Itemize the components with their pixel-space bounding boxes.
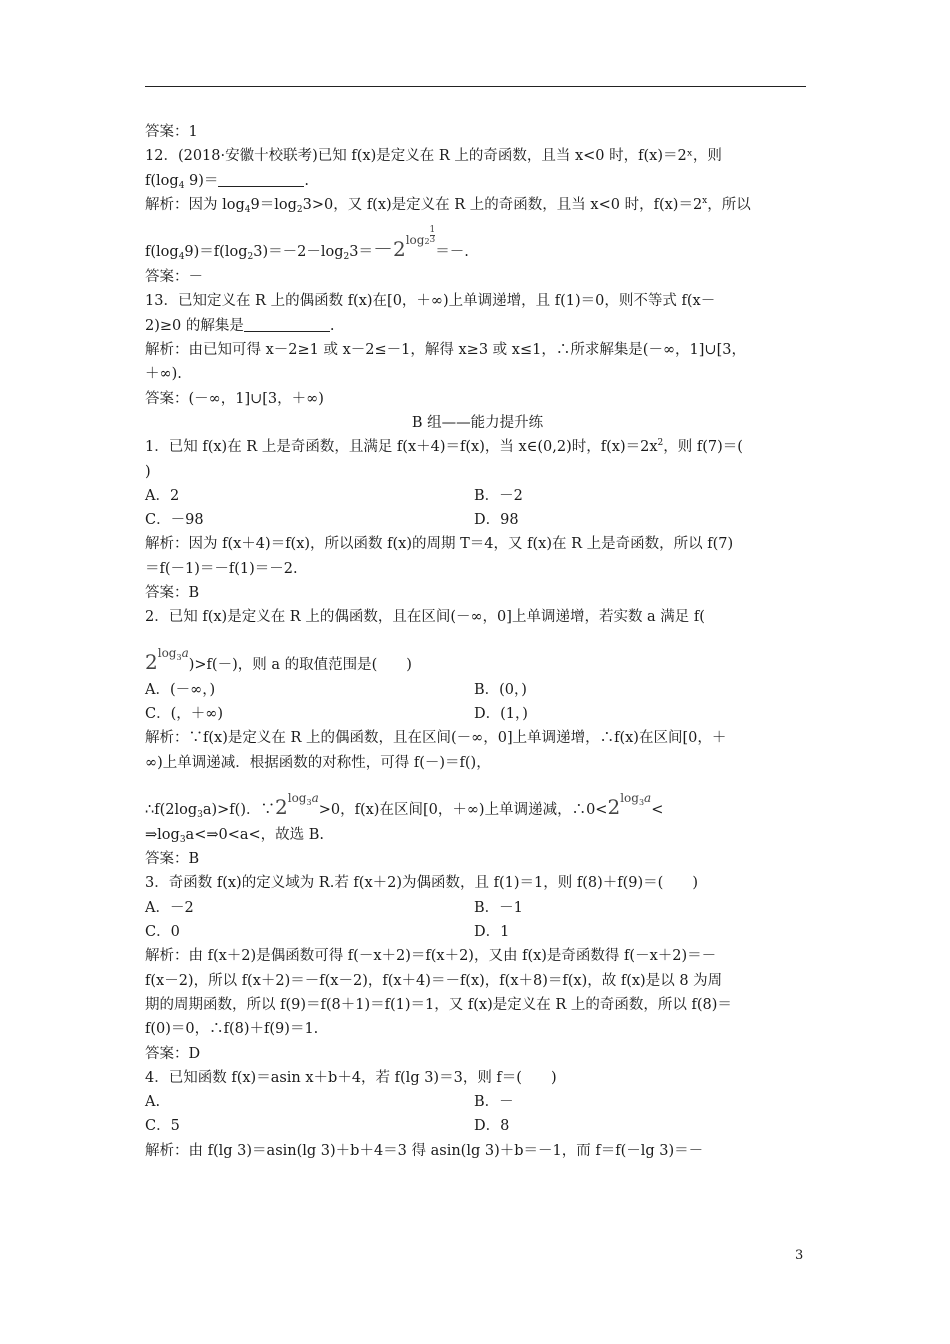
answer-11: 答案：1 <box>145 124 198 140</box>
option-a: A．(－∞，) <box>145 681 216 698</box>
solution-b2-line4: $\Rightarrow\log_3a<\Rightarrow 0<a<$，故选 B. <box>145 826 325 845</box>
option-a: A. <box>145 1094 161 1111</box>
options-b3-cd <box>145 920 810 944</box>
math-expression-image: $2^{log3a}$ <box>275 790 319 819</box>
document-body <box>145 120 810 1163</box>
page-number: 3 <box>795 1248 804 1263</box>
option-d: D．1 <box>474 924 510 941</box>
solution-b3-line2: f(x－2)，所以 f(x＋2)＝－f(x－2)，f(x＋4)＝－f(x)，f(x＋8)＝f(x)，故 f(x)是以 8 为周 <box>145 972 723 989</box>
option-b: B．－ <box>474 1094 514 1111</box>
answer-12: 答案：－ <box>145 269 203 286</box>
solution-b2-line3: $\therefore f(2\log_3a)>f()$．$\because 2^{log3a}>0$，f(x)在区间[0，＋∞)上单调递减，$\therefore 0<2^{log3a}<$ <box>145 790 664 820</box>
question-12-blank-line: $f(\log_4$ 9)＝ . <box>145 172 310 191</box>
question-b2-line1: 2．已知 f(x)是定义在 R 上的偶函数，且在区间(－∞，0]上单调递增，若实数 a 满足 f( <box>145 609 705 626</box>
solution-12-line2: $f(\log_49)=f(\log_23)=-2-\log_23=-2^{log2}\frac{1}{3}$ ＝－. <box>145 225 469 263</box>
option-c: C．－98 <box>145 512 204 529</box>
question-b2-line2: $2^{log3a})>f(-)$，则 a 的取值范围是( ) <box>145 645 412 674</box>
options-b1-cd <box>145 508 810 532</box>
option-c: C．5 <box>145 1118 180 1135</box>
math-expression-image: $2^{log3a}$ <box>145 645 189 674</box>
header-rule <box>145 86 806 87</box>
options-b4-ab <box>145 1090 810 1114</box>
question-b3: 3．奇函数 f(x)的定义域为 R.若 f(x＋2)为偶函数，且 f(1)＝1，则 f(8)＋f(9)＝( ) <box>145 875 698 892</box>
options-b4-cd <box>145 1114 810 1138</box>
fill-blank <box>218 172 304 187</box>
solution-12-line1: 解析：因为 $\log_49=\log_23>0$，又 f(x)是定义在 R 上的奇函数，且当 x<0 时，$f(x)=2^x$，所以 <box>145 195 751 215</box>
solution-b3-line3: 期的周期函数，所以 f(9)＝f(8＋1)＝f(1)＝1，又 f(x)是定义在 R 上的奇函数，所以 f(8)＝ <box>145 996 732 1013</box>
option-c: C．0 <box>145 924 180 941</box>
option-d: D．(1，) <box>474 705 528 722</box>
question-b1-line1: 1．已知 f(x)在 R 上是奇函数，且满足 f(x＋4)＝f(x)，当 x∈(0,2)时，$f(x)=2x^2$，则 f(7)＝( <box>145 438 743 456</box>
solution-b1-line1: 解析：因为 f(x＋4)＝f(x)，所以函数 f(x)的周期 T＝4，又 f(x)在 R 上是奇函数，所以 f(7) <box>145 536 734 553</box>
option-d: D．8 <box>474 1118 510 1135</box>
solution-b3-line4: f(0)＝0，∴f(8)＋f(9)＝1. <box>145 1021 319 1038</box>
question-b1-line2: ) <box>145 463 151 480</box>
question-b4: 4．已知函数 f(x)＝asin x＋b＋4，若 f(lg 3)＝3，则 f＝( ) <box>145 1069 557 1086</box>
solution-13-line1: 解析：由已知可得 x－2≥1 或 x－2≤－1，解得 x≥3 或 x≤1，∴所求解集是(－∞，1]∪[3， <box>145 342 746 359</box>
solution-b2-line1: 解析：∵f(x)是定义在 R 上的偶函数，且在区间(－∞，0]上单调递增，∴f(x)在区间[0，＋ <box>145 730 727 747</box>
question-13-line1: 13．已知定义在 R 上的偶函数 f(x)在[0，＋∞)上单调递增，且 f(1)＝0，则不等式 f(x－ <box>145 293 716 310</box>
option-b: B．－1 <box>474 899 523 916</box>
options-b2-ab <box>145 678 810 702</box>
option-b: B．(0，) <box>474 681 527 698</box>
option-c: C．(，＋∞) <box>145 705 223 722</box>
option-a: A．2 <box>145 487 180 504</box>
answer-b3: 答案：D <box>145 1045 201 1062</box>
solution-b2-line2: ∞)上单调递减．根据函数的对称性，可得 f(－)＝f()， <box>145 754 491 771</box>
option-d: D．98 <box>474 512 519 529</box>
math-expression-image: $-2^{log2}\frac{1}{3}$ <box>372 225 436 262</box>
solution-b1-line2: ＝f(－1)＝－f(1)＝－2. <box>145 560 298 577</box>
math-expression-image: $2^{log3a}$ <box>607 790 652 819</box>
solution-b3-line1: 解析：由 f(x＋2)是偶函数可得 f(－x＋2)＝f(x＋2)，又由 f(x)是奇函数得 f(－x＋2)＝－ <box>145 948 717 965</box>
options-b2-cd <box>145 702 810 726</box>
solution-b4-line1: 解析：由 f(lg 3)＝asin(lg 3)＋b＋4＝3 得 asin(lg 3)＋b＝－1，而 f＝f(－lg 3)＝－ <box>145 1142 704 1159</box>
options-b3-ab <box>145 896 810 920</box>
option-b: B．－2 <box>474 487 523 504</box>
solution-13-line2: ＋∞). <box>145 366 182 383</box>
fill-blank <box>244 317 330 332</box>
options-b1-ab <box>145 484 810 508</box>
answer-13: 答案：(－∞，1]∪[3，＋∞) <box>145 390 324 407</box>
section-heading-b: B 组——能力提升练 <box>411 414 544 431</box>
option-a: A．－2 <box>145 899 194 916</box>
answer-b2: 答案：B <box>145 851 200 868</box>
question-12: 12．(2018·安徽十校联考)已知 f(x)是定义在 R 上的奇函数，且当 x<0 时，f(x)＝2ˣ，则 <box>145 148 722 165</box>
question-13-line2: 2)≥0 的解集是 . <box>145 317 335 334</box>
answer-b1: 答案：B <box>145 585 200 602</box>
